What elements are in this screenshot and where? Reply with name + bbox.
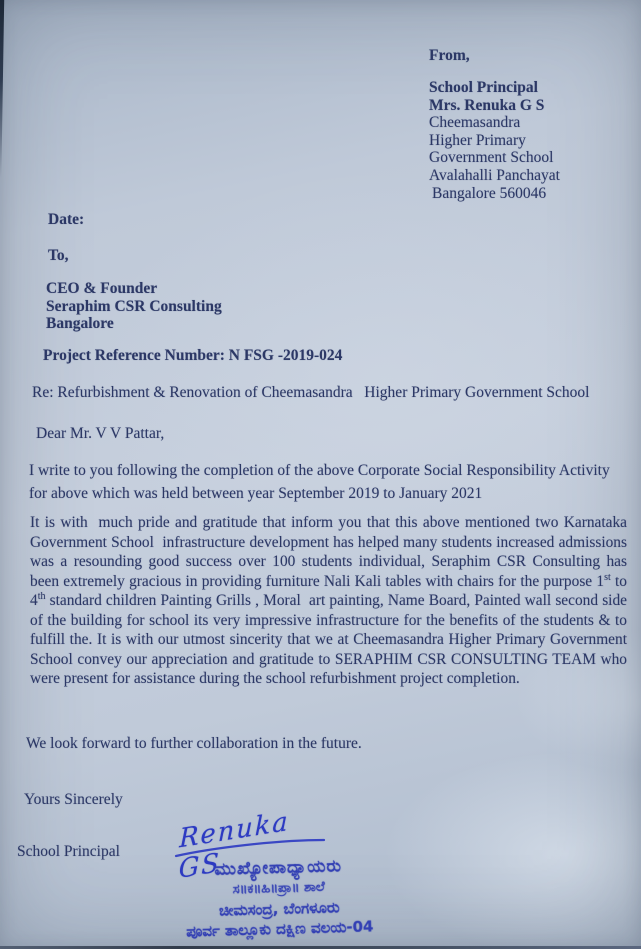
stamp-line: ಪೂರ್ವ ತಾಲ್ಲೂಕು ದಕ್ಷಿಣ ವಲಯ-04: [185, 917, 374, 941]
principal-stamp: [133, 854, 425, 944]
to-label: To,: [48, 247, 69, 264]
recipient-line: Bangalore: [46, 315, 114, 333]
signature-text: Renuka GS: [178, 806, 290, 885]
ordinal-suffix: th: [37, 590, 46, 602]
from-label: From,: [429, 47, 470, 64]
subject-line: Re: Refurbishment & Renovation of Cheemasandra Higher Primary Government School: [32, 384, 590, 401]
paragraph-outro: We look forward to further collaboration in the future.: [26, 735, 362, 752]
date-label: Date:: [48, 211, 85, 228]
sender-line: Bangalore 560046: [432, 184, 547, 202]
paragraph-body-text: It is with much pride and gratitude that inform you that this above mentioned two Karnataka Government School infrastructure development has helped many students increased admissions was a resounding good success over 100 students individual, Seraphim CSR Consulting has been extremely gracious in providing furniture Nali Kali tables with chairs for the purpose 1: [30, 514, 631, 590]
closing: Yours Sincerely: [24, 791, 123, 808]
paragraph-body: [30, 513, 631, 689]
paragraph-body-text: standard children Painting Grills , Moral art painting, Name Board, Painted wall second side of the building for school its very impressive infrastructure for the benefits of the students & to fulfill the. It is with our utmost sincerity that we at Cheemasandra Higher Primary Government School convey our appreciation and gratitude to SERAPHIM CSR CONSULTING TEAM who were present for assistance during the school refurbishment project completion.: [30, 592, 631, 687]
sender-line: School Principal: [429, 79, 538, 96]
sender-line: Avalahalli Panchayat: [429, 166, 560, 184]
recipient-address-block: [46, 280, 222, 333]
recipient-line: Seraphim CSR Consulting: [46, 297, 222, 315]
stamp-line: ಮುಖ್ಯೋಪಾಧ್ಯಾಯರು: [214, 856, 343, 880]
paragraph-body-text: to 4: [30, 572, 631, 609]
paragraph-intro: I write to you following the completion of the above Corporate Social Responsibility Activity for above which was held between year September 2019 to January 2021: [29, 462, 614, 502]
sender-line: Government School: [429, 149, 554, 167]
sender-line: Higher Primary: [429, 131, 526, 149]
recipient-line: CEO & Founder: [46, 280, 158, 297]
photo-edge-left: [0, 0, 6, 178]
signer-title: School Principal: [17, 843, 120, 860]
stamp-line: ಸ॥ಕ॥ಹಿ॥ಪ್ರಾ॥ ಶಾಲೆ: [232, 879, 325, 898]
sender-line: Mrs. Renuka G S: [429, 96, 545, 114]
project-reference: Project Reference Number: N FSG -2019-024: [43, 347, 343, 364]
sender-address-block: [429, 79, 560, 202]
ordinal-suffix: st: [604, 571, 611, 583]
stamp-line: ಚೀಮಸಂದ್ರ, ಬೆಂಗಳೂರು: [218, 898, 340, 920]
sender-line: Cheemasandra: [429, 114, 521, 132]
salutation: Dear Mr. V V Pattar,: [36, 425, 165, 442]
